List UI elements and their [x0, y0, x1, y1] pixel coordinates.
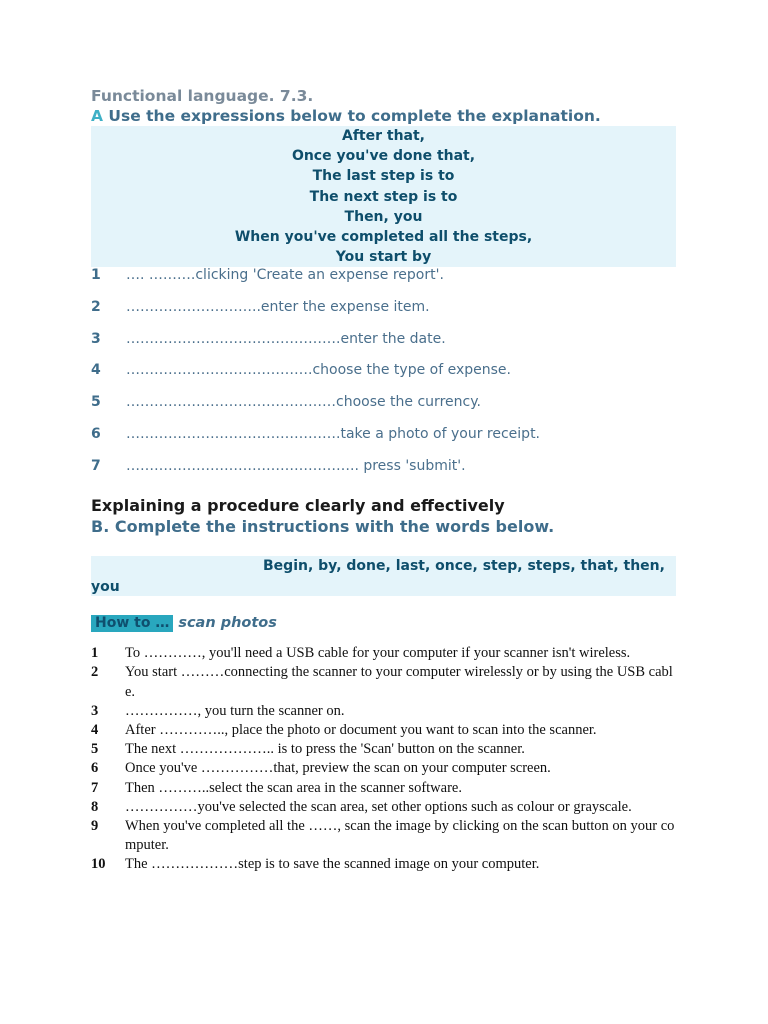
step-row	[91, 663, 676, 701]
question-text: ………………………..enter the expense item.	[126, 299, 430, 316]
step-number: 5	[91, 741, 99, 758]
expression-item: The last step is to	[312, 168, 455, 185]
expressions-box	[91, 126, 676, 267]
step-row	[91, 721, 676, 740]
step-number: 6	[91, 760, 99, 777]
question-row	[91, 426, 676, 458]
expression-item: The next step is to	[309, 188, 458, 205]
question-text: ………………………………………choose the currency.	[126, 394, 481, 411]
step-text: ……………you've selected the scan area, set other options such as colour or grayscale.	[125, 798, 632, 815]
expression-item: Once you've done that,	[291, 148, 476, 165]
question-number: 4	[91, 362, 101, 379]
question-list	[91, 267, 676, 489]
howto-topic: scan photos	[178, 615, 277, 632]
step-row	[91, 740, 676, 759]
question-number: 6	[91, 425, 101, 442]
step-row	[91, 855, 676, 874]
step-text: The ………………step is to save the scanned image on your computer.	[125, 856, 540, 873]
step-text: You start ………connecting the scanner to your computer wirelessly or by using the USB cable.	[125, 664, 673, 700]
question-row	[91, 331, 676, 363]
word-bank-text: Begin, by, done, last, once, step, steps, that, then, you	[91, 558, 665, 596]
question-text: ………………………………….choose the type of expense.	[126, 362, 511, 379]
step-row	[91, 817, 676, 855]
question-row	[91, 267, 676, 299]
step-text: To …………, you'll need a USB cable for your computer if your scanner isn't wireless.	[125, 645, 631, 662]
step-row	[91, 779, 676, 798]
section-a-letter: A	[91, 107, 103, 125]
question-row	[91, 362, 676, 394]
step-text: When you've completed all the ……, scan the image by clicking on the scan button on your computer.	[125, 818, 675, 854]
step-text: The next ……………….. is to press the 'Scan' button on the scanner.	[125, 741, 525, 758]
word-bank-box	[91, 556, 676, 596]
steps-list	[91, 644, 676, 874]
step-number: 9	[91, 818, 99, 835]
question-number: 3	[91, 330, 101, 347]
question-number: 5	[91, 394, 101, 411]
question-number: 7	[91, 457, 101, 474]
question-text: ……………………………………….take a photo of your receipt.	[126, 425, 541, 442]
question-row	[91, 458, 676, 490]
expression-item: You start by	[335, 249, 432, 266]
section-b-heading: Explaining a procedure clearly and effectively	[91, 496, 505, 516]
step-text: After ………….., place the photo or document you want to scan into the scanner.	[125, 722, 597, 739]
question-text: ……………………………………….enter the date.	[126, 330, 446, 347]
question-row	[91, 394, 676, 426]
question-number: 2	[91, 299, 101, 316]
page-title: Functional language. 7.3.	[91, 87, 314, 105]
section-b-instruction: B. Complete the instructions with the words below.	[91, 517, 555, 537]
step-number: 7	[91, 779, 99, 796]
step-row	[91, 702, 676, 721]
step-number: 10	[91, 856, 106, 873]
question-text: ………………………………………….. press 'submit'.	[126, 457, 466, 474]
step-text: Then ………..select the scan area in the scanner software.	[125, 779, 462, 796]
question-number: 1	[91, 267, 101, 284]
expression-item: When you've completed all the steps,	[234, 229, 533, 246]
step-row	[91, 798, 676, 817]
expression-item: Then, you	[344, 208, 423, 225]
step-number: 2	[91, 664, 99, 681]
worksheet-page	[91, 86, 676, 875]
howto-header	[91, 613, 676, 633]
expression-item: After that,	[341, 128, 425, 144]
question-row	[91, 299, 676, 331]
step-row	[91, 759, 676, 778]
step-row	[91, 644, 676, 663]
step-number: 3	[91, 702, 99, 719]
step-number: 1	[91, 645, 99, 662]
question-text: …. ……….clicking 'Create an expense report'.	[126, 267, 444, 284]
section-a-heading	[91, 106, 676, 126]
step-text: ……………, you turn the scanner on.	[125, 702, 345, 719]
step-number: 8	[91, 798, 99, 815]
step-number: 4	[91, 722, 99, 739]
step-text: Once you've ……………that, preview the scan on your computer screen.	[125, 760, 551, 777]
section-a-text: Use the expressions below to complete the explanation.	[108, 107, 601, 125]
howto-badge: How to …	[91, 615, 173, 632]
